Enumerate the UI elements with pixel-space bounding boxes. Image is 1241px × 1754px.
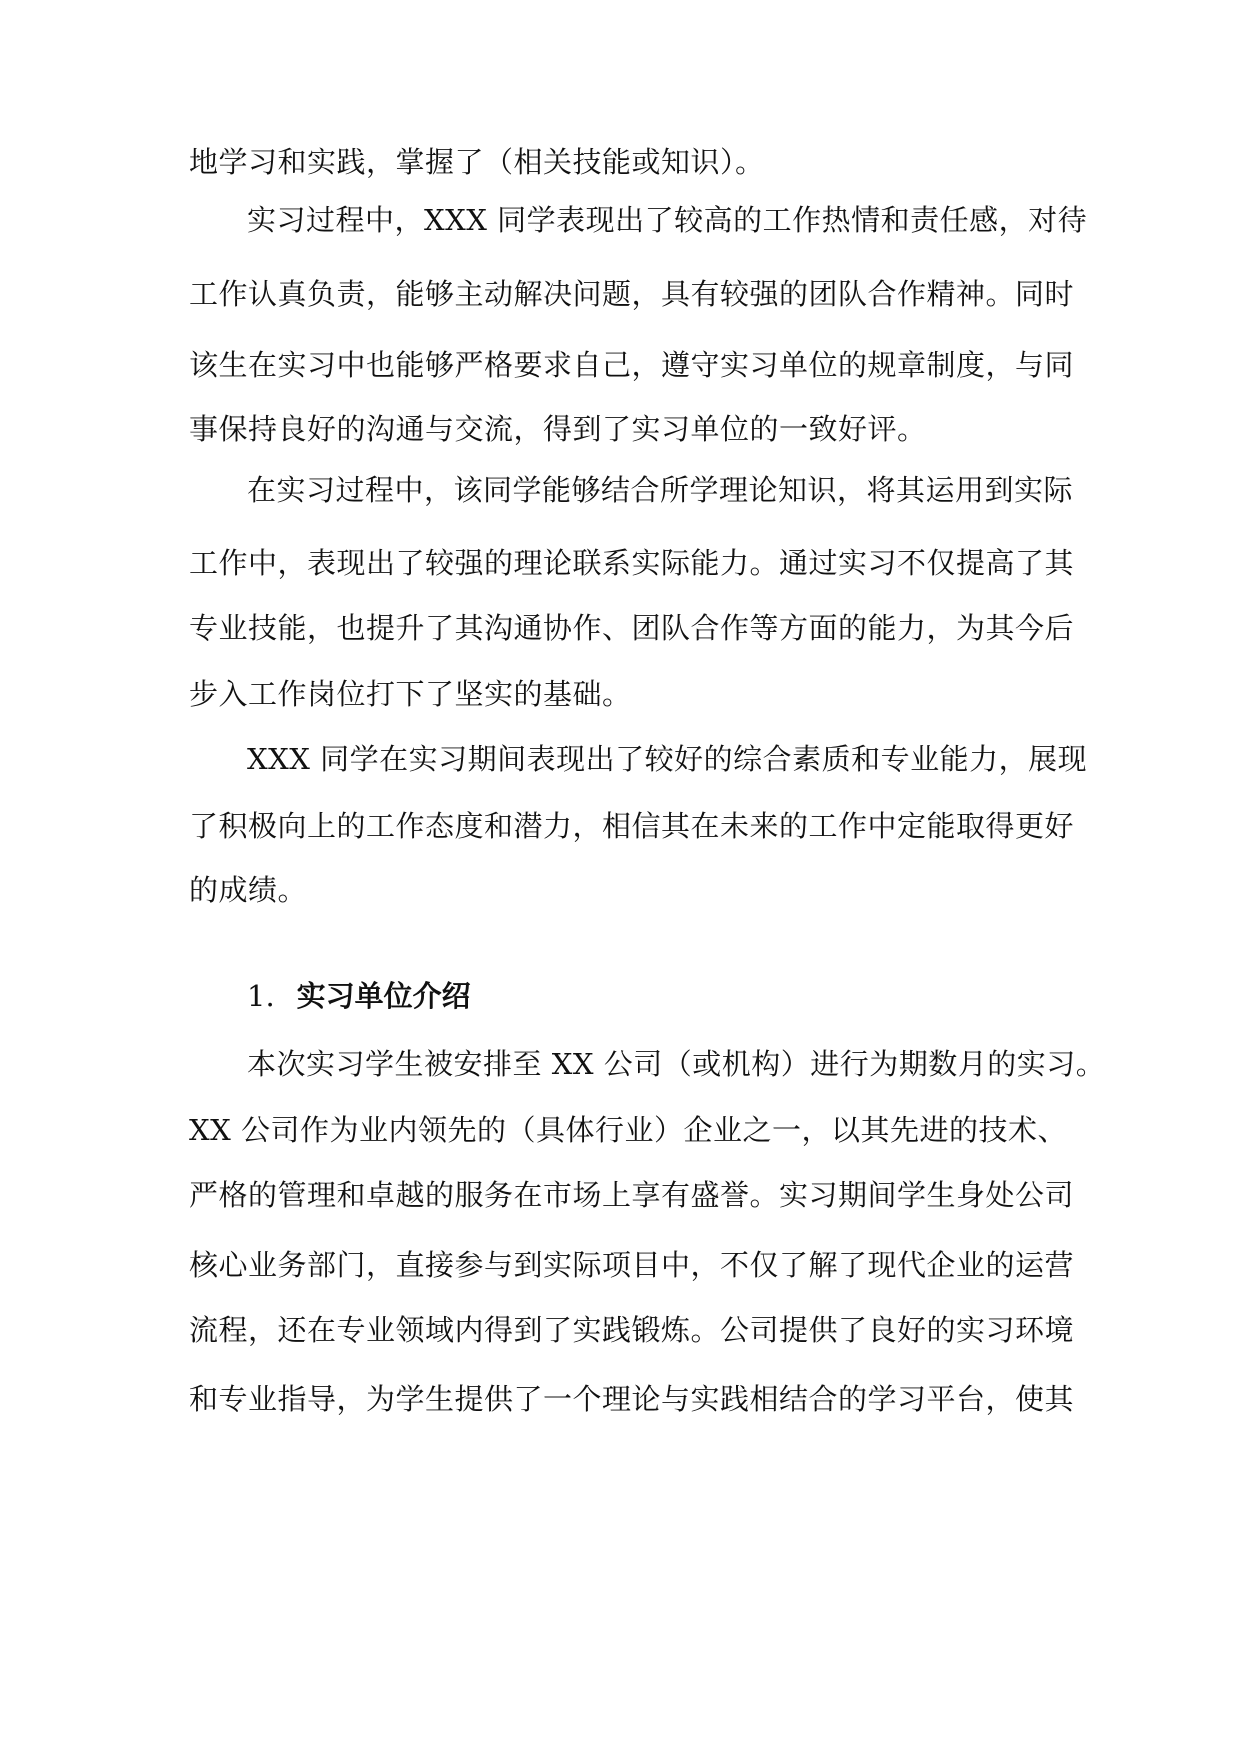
- paragraph-line: 流程，还在专业领域内得到了实践锻炼。公司提供了良好的实习环境: [189, 1313, 1075, 1347]
- paragraph-line: 步入工作岗位打下了坚实的基础。: [189, 677, 632, 711]
- section-heading: [247, 978, 471, 1014]
- paragraph-line: 事保持良好的沟通与交流，得到了实习单位的一致好评。: [189, 412, 927, 446]
- paragraph-line: 专业技能，也提升了其沟通协作、团队合作等方面的能力，为其今后: [189, 611, 1075, 645]
- paragraph-line: 实习过程中，XXX 同学表现出了较高的工作热情和责任感，对待: [247, 203, 1088, 237]
- section-title: 实习单位介绍: [296, 979, 471, 1013]
- paragraph-line: 严格的管理和卓越的服务在市场上享有盛誉。实习期间学生身处公司: [189, 1178, 1075, 1212]
- paragraph-line: 本次实习学生被安排至 XX 公司（或机构）进行为期数月的实习。: [247, 1047, 1106, 1081]
- paragraph-line: 了积极向上的工作态度和潜力，相信其在未来的工作中定能取得更好: [189, 809, 1075, 843]
- paragraph-line: 在实习过程中，该同学能够结合所学理论知识，将其运用到实际: [247, 473, 1074, 507]
- paragraph-line: XX 公司作为业内领先的（具体行业）企业之一，以其先进的技术、: [189, 1113, 1068, 1147]
- paragraph-line: 该生在实习中也能够严格要求自己，遵守实习单位的规章制度，与同: [189, 348, 1075, 382]
- paragraph-line: 和专业指导，为学生提供了一个理论与实践相结合的学习平台，使其: [189, 1382, 1075, 1416]
- paragraph-line: XXX 同学在实习期间表现出了较好的综合素质和专业能力，展现: [247, 742, 1088, 776]
- paragraph-line: 工作中，表现出了较强的理论联系实际能力。通过实习不仅提高了其: [189, 546, 1075, 580]
- paragraph-line: 的成绩。: [189, 873, 308, 907]
- paragraph-line: 地学习和实践，掌握了（相关技能或知识）。: [189, 145, 765, 179]
- paragraph-line: 核心业务部门，直接参与到实际项目中，不仅了解了现代企业的运营: [189, 1248, 1075, 1282]
- paragraph-line: 工作认真负责，能够主动解决问题，具有较强的团队合作精神。同时: [189, 277, 1075, 311]
- section-number: 1.: [247, 979, 275, 1013]
